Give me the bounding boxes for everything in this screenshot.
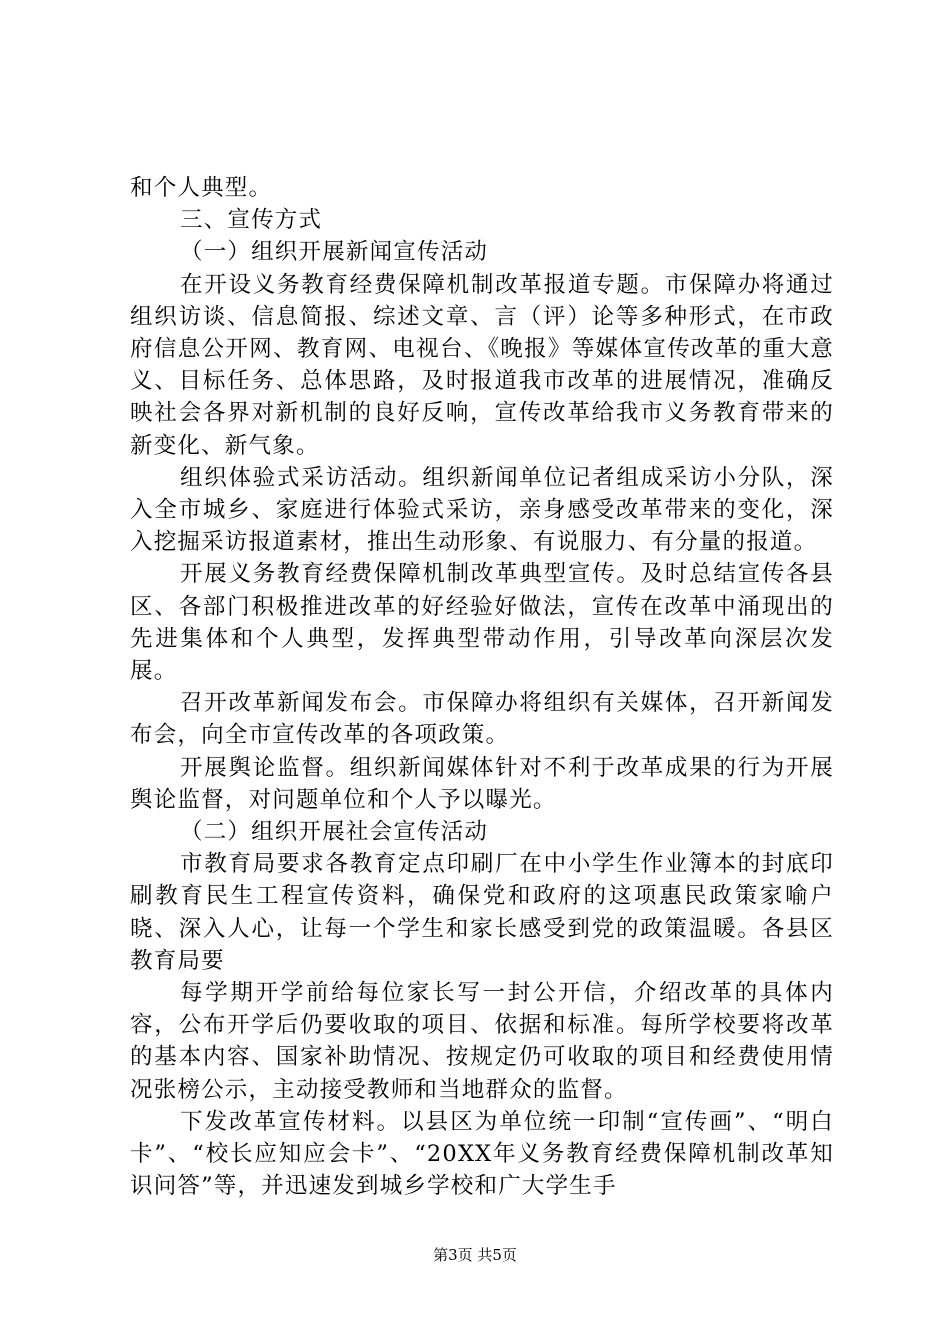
- paragraph: 三、宣传方式: [180, 207, 323, 234]
- paragraph: 在开设义务教育经费保障机制改革报道专题。市保障办将通过组织访谈、信息简报、综述文章、言（评）论等多种形式，在市政府信息公开网、教育网、电视台、《晚报》等媒体宣传改革的重大意义、目标任务、总体思路，及时报道我市改革的进展情况，准确反映社会各界对新机制的良好反响，宣传改革给我市义务教育带来的新变化、新气象。: [130, 271, 834, 459]
- page-footer: 第3页 共5页: [433, 1246, 517, 1264]
- paragraph: 市教育局要求各教育定点印刷厂在中小学生作业簿本的封底印刷教育民生工程宣传资料，确保党和政府的这项惠民政策家喻户晓、深入人心，让每一个学生和家长感受到党的政策温暖。各县区教育局要: [130, 851, 834, 974]
- paragraph: 开展义务教育经费保障机制改革典型宣传。及时总结宣传各县区、各部门积极推进改革的好经验好做法，宣传在改革中涌现出的先进集体和个人典型，发挥典型带动作用，引导改革向深层次发展。: [130, 561, 834, 685]
- paragraph: 每学期开学前给每位家长写一封公开信，介绍改革的具体内容，公布开学后仍要收取的项目、依据和标准。每所学校要将改革的基本内容、国家补助情况、按规定仍可收取的项目和经费使用情况张榜公示，主动接受教师和当地群众的监督。: [130, 980, 834, 1103]
- paragraph: 开展舆论监督。组织新闻媒体针对不利于改革成果的行为开展舆论监督，对问题单位和个人予以曝光。: [130, 754, 834, 813]
- paragraph: （二）组织开展社会宣传活动: [180, 819, 489, 846]
- document-body: [130, 172, 834, 1203]
- paragraph: 下发改革宣传材料。以县区为单位统一印制“宣传画”、“明白卡”、“校长应知应会卡”、“20XX年义务教育经费保障机制改革知识问答”等，并迅速发到城乡学校和广大学生手: [130, 1108, 834, 1200]
- paragraph: （一）组织开展新闻宣传活动: [180, 239, 489, 266]
- paragraph: 召开改革新闻发布会。市保障办将组织有关媒体，召开新闻发布会，向全市宣传改革的各项政策。: [130, 690, 834, 749]
- paragraph: 和个人典型。: [130, 175, 273, 201]
- paragraph: 组织体验式采访活动。组织新闻单位记者组成采访小分队，深入全市城乡、家庭进行体验式采访，亲身感受改革带来的变化，深入挖掘采访报道素材，推出生动形象、有说服力、有分量的报道。: [130, 464, 834, 556]
